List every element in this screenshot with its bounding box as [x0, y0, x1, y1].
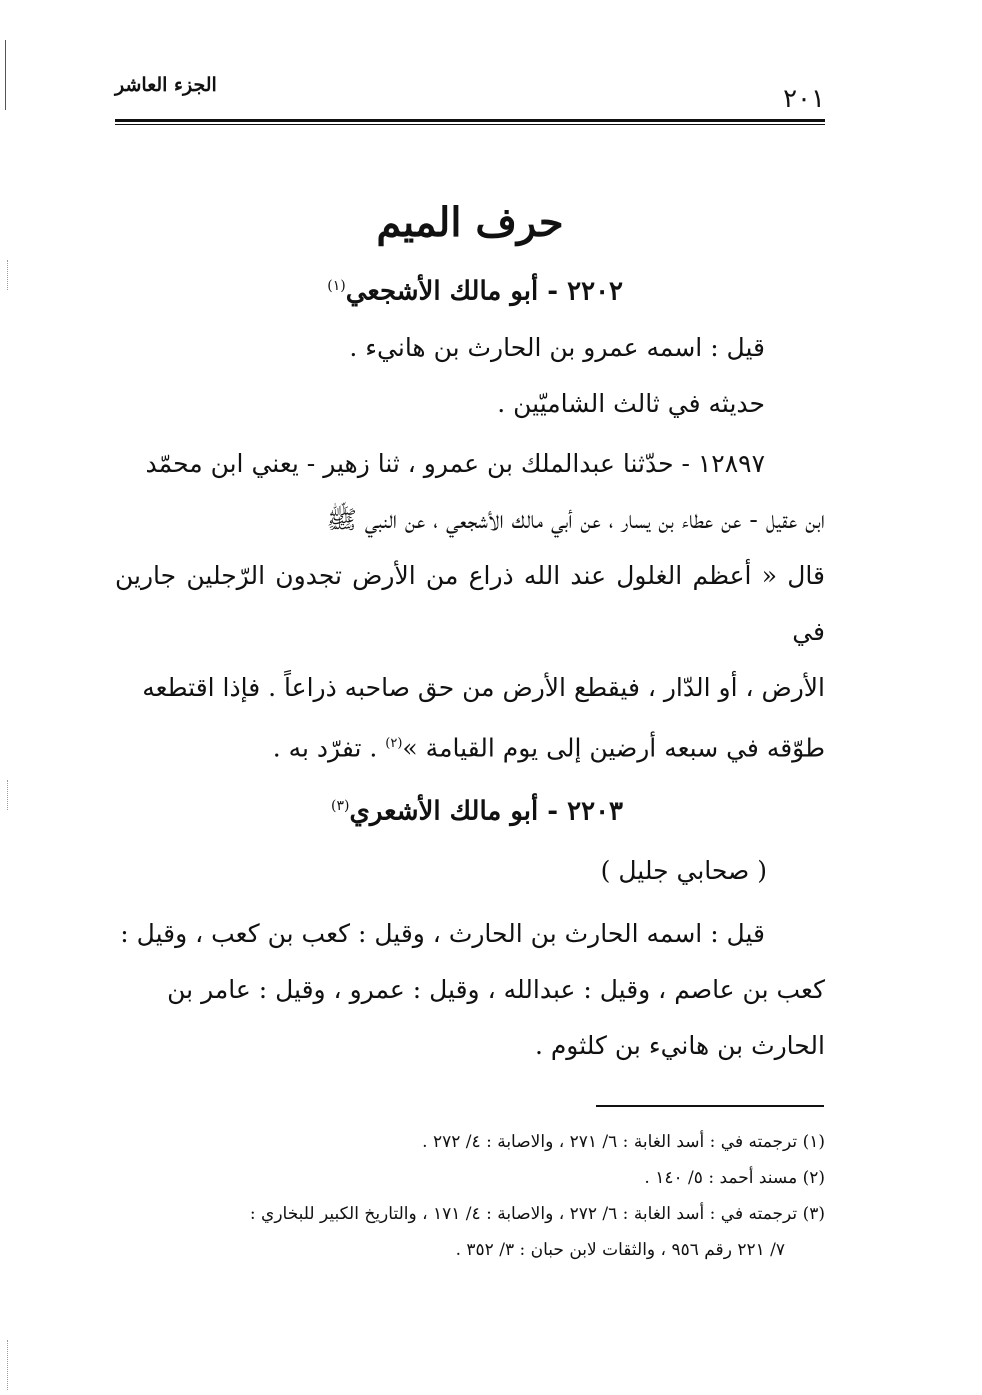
- footnote-ref: (٣): [331, 798, 350, 815]
- footnote: (١) ترجمته في : أسد الغابة : ٦/ ٢٧١ ، والاصابة : ٤/ ٢٧٢ .: [422, 1132, 825, 1152]
- hadith-line: ١٢٨٩٧ - حدّثنا عبدالملك بن عمرو ، ثنا زهير - يعني ابن محمّد: [145, 449, 765, 478]
- paragraph: قيل : اسمه الحارث بن الحارث ، وقيل : كعب بن كعب ، وقيل :: [120, 919, 765, 949]
- footnotes: [115, 1124, 825, 1268]
- footnote-rule: [596, 1105, 824, 1107]
- hadith-line: [115, 716, 825, 776]
- scan-margin-line: [5, 40, 6, 110]
- scan-margin-dots: [7, 260, 9, 290]
- entry-heading-text: ٢٢٠٢ - أبو مالك الأشجعي: [345, 276, 623, 307]
- footnote-ref: (١): [327, 278, 346, 294]
- footnote: (٢) مسند أحمد : ٥/ ١٤٠ .: [644, 1168, 825, 1188]
- chapter-title: حرف الميم: [376, 199, 564, 246]
- hadith-line: ابن عقيل - عن عطاء بن يسار ، عن أبي مالك الأشجعي ، عن النبي ﷺ: [326, 505, 825, 534]
- page-number: ٢٠١: [783, 84, 825, 114]
- header-rule: [115, 119, 825, 122]
- entry-heading: [115, 776, 825, 836]
- hadith-text: . تفرّد به .: [272, 733, 386, 763]
- hadith-line: قال « أعظم الغلول عند الله ذراع من الأرض تجدون الرّجلين جارين في: [115, 561, 825, 646]
- scan-margin-dots: [7, 780, 9, 810]
- main-text: [115, 190, 825, 1074]
- scan-margin-dots: [7, 1340, 9, 1390]
- footnote-ref: (٢): [385, 736, 403, 751]
- footnote: ٧/ ٢٢١ رقم ٩٥٦ ، والثقات لابن حبان : ٣/ ٣٥٢ .: [455, 1240, 785, 1260]
- hadith-text: طوّقه في سبعه أرضين إلى يوم القيامة »: [402, 733, 825, 763]
- footnote: (٣) ترجمته في : أسد الغابة : ٦/ ٢٧٢ ، والاصابة : ٤/ ١٧١ ، والتاريخ الكبير للبخاري :: [249, 1204, 825, 1224]
- hadith-line: الأرض ، أو الدّار ، فيقطع الأرض من حق صاحبه ذراعاً . فإذا اقتطعه: [142, 673, 825, 702]
- entry-heading-text: ٢٢٠٣ - أبو مالك الأشعري: [349, 796, 623, 827]
- paragraph: قيل : اسمه عمرو بن الحارث بن هانيء .: [349, 333, 765, 362]
- paragraph: حديثه في ثالث الشاميّين .: [497, 389, 765, 418]
- paragraph: الحارث بن هانيء بن كلثوم .: [534, 1031, 825, 1061]
- header-rule-thin: [115, 124, 825, 125]
- volume-label: الجزء العاشر: [115, 74, 217, 96]
- companion-note: ( صحابي جليل ): [600, 856, 767, 886]
- entry-heading: [115, 256, 825, 316]
- paragraph: كعب بن عاصم ، وقيل : عبدالله ، وقيل : عمرو ، وقيل : عامر بن: [167, 975, 825, 1005]
- page-header: [115, 70, 825, 122]
